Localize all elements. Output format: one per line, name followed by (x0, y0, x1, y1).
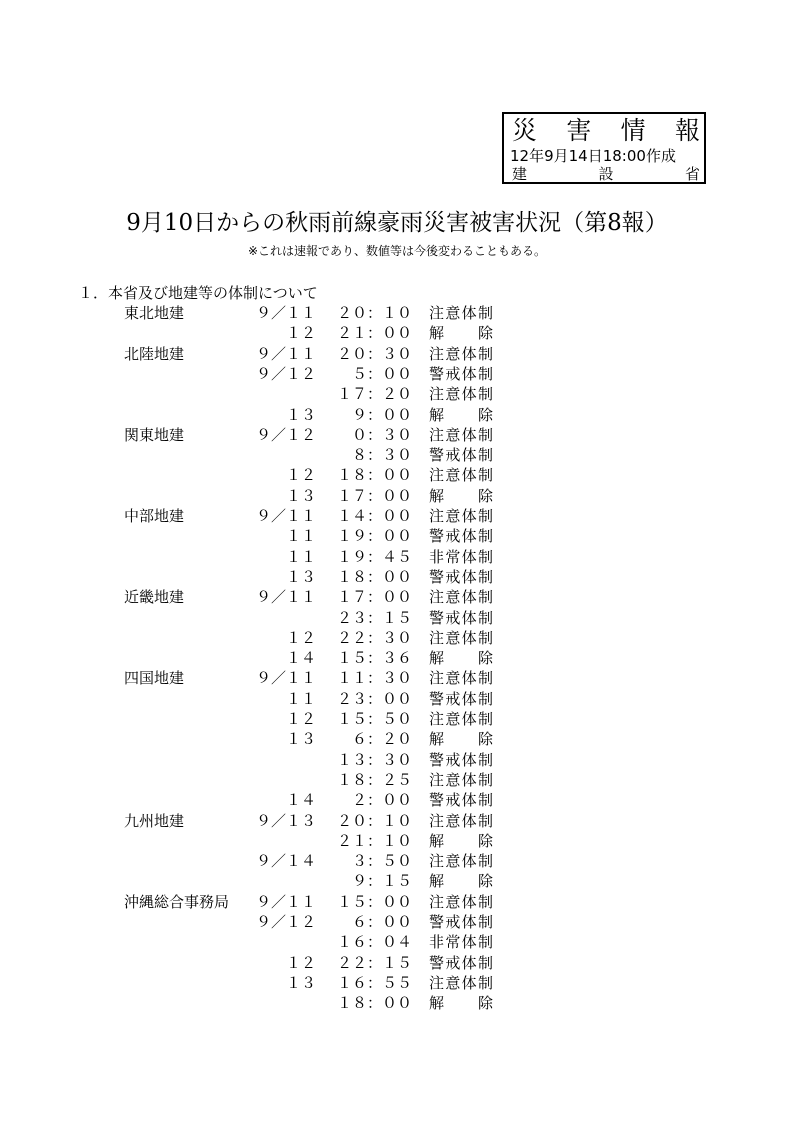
office-name: 関東地建 (124, 425, 185, 444)
row-status: 注意体制 (429, 669, 493, 688)
table-row (0, 892, 794, 912)
row-date: １４ (285, 791, 316, 810)
table-row (0, 973, 794, 993)
table-row (0, 506, 794, 526)
row-time: ５：００ (351, 364, 412, 383)
row-date: ９／１１ (256, 892, 317, 911)
row-status: 注意体制 (429, 466, 493, 485)
row-date: ９／１１ (256, 344, 317, 363)
row-status: 注意体制 (429, 588, 493, 607)
row-time: ２０：１０ (336, 304, 412, 322)
row-time: １６：０４ (336, 933, 412, 952)
table-row (0, 648, 794, 668)
row-status: 解除 (429, 831, 493, 850)
row-time: １７：００ (336, 588, 412, 607)
table-row (0, 871, 794, 891)
table-row (0, 547, 794, 567)
table-row (0, 587, 794, 607)
row-status: 解除 (429, 872, 493, 891)
table-row (0, 608, 794, 628)
row-status: 注意体制 (429, 892, 493, 911)
table-row (0, 425, 794, 445)
table-row (0, 668, 794, 688)
row-date: ９／１４ (256, 852, 317, 871)
row-status: 警戒体制 (429, 567, 493, 586)
row-date: ９／１１ (256, 507, 317, 525)
table-row (0, 628, 794, 648)
row-status: 解除 (429, 405, 493, 424)
office-name: 中部地建 (124, 507, 185, 525)
ministry-char: 建 (512, 165, 528, 183)
table-row (0, 689, 794, 709)
row-time: ２０：１０ (336, 811, 412, 830)
table-row (0, 526, 794, 546)
row-time: １７：２０ (336, 385, 412, 404)
row-date: ９／１１ (256, 588, 317, 607)
row-date: １３ (285, 730, 316, 749)
office-name: 東北地建 (124, 304, 185, 322)
office-name: 四国地建 (124, 669, 185, 688)
table-row (0, 790, 794, 810)
row-status: 注意体制 (429, 628, 493, 647)
row-time: ２２：３０ (336, 628, 412, 647)
disaster-info-box (502, 112, 706, 184)
row-time: １５：００ (336, 892, 412, 911)
row-status: 注意体制 (429, 344, 493, 363)
office-name: 近畿地建 (124, 588, 185, 607)
table-row (0, 811, 794, 831)
row-status: 非常体制 (429, 933, 493, 952)
table-row (0, 323, 794, 343)
row-time: １３：３０ (336, 750, 412, 769)
table-row (0, 750, 794, 770)
row-time: １９：４５ (336, 547, 412, 566)
row-time: ２：００ (351, 791, 412, 810)
row-time: ２３：１５ (336, 608, 412, 627)
row-status: 解除 (429, 486, 493, 505)
row-time: １８：００ (336, 994, 412, 1013)
row-status: 注意体制 (429, 852, 493, 871)
row-time: ２１：００ (336, 324, 412, 343)
row-date: ９／１１ (256, 669, 317, 688)
row-status: 警戒体制 (429, 608, 493, 627)
row-date: １２ (285, 466, 316, 485)
row-date: １２ (285, 324, 316, 343)
row-date: １２ (285, 628, 316, 647)
table-row (0, 851, 794, 871)
document-title: 9月10日からの秋雨前線豪雨災害被害状況（第8報） (126, 210, 668, 236)
row-time: ２１：１０ (336, 831, 412, 850)
row-status: 注意体制 (429, 770, 493, 789)
row-status: 警戒体制 (429, 953, 493, 972)
row-status: 注意体制 (429, 710, 493, 728)
row-date: ９／１２ (256, 425, 317, 444)
row-status: 注意体制 (429, 385, 493, 404)
row-time: １９：００ (336, 527, 412, 546)
row-status: 注意体制 (429, 811, 493, 830)
table-row (0, 465, 794, 485)
creation-date: 12年9月14日18:00作成 (510, 147, 676, 165)
row-status: 解除 (429, 324, 493, 343)
box-title-char: 災 (512, 116, 538, 145)
row-status: 警戒体制 (429, 791, 493, 810)
row-date: １２ (285, 953, 316, 972)
box-title-char: 報 (674, 116, 700, 145)
row-status: 警戒体制 (429, 527, 493, 546)
row-time: １５：３６ (336, 649, 412, 668)
row-status: 警戒体制 (429, 750, 493, 769)
row-date: ９／１３ (256, 811, 317, 830)
row-status: 警戒体制 (429, 364, 493, 383)
row-time: １６：５５ (336, 973, 412, 992)
row-time: ２３：００ (336, 689, 412, 708)
row-status: 非常体制 (429, 547, 493, 566)
table-row (0, 303, 794, 323)
section-heading: １．本省及び地建等の体制について (78, 284, 318, 302)
row-time: ６：２０ (351, 730, 412, 749)
row-date: １４ (285, 649, 316, 668)
table-row (0, 344, 794, 364)
box-title-char: 害 (566, 116, 592, 145)
ministry-char: 設 (598, 165, 614, 183)
row-date: １３ (285, 405, 316, 424)
issuing-ministry (512, 165, 700, 183)
box-title (512, 116, 700, 146)
table-row (0, 486, 794, 506)
ministry-char: 省 (684, 165, 700, 183)
row-status: 解除 (429, 994, 493, 1013)
row-date: １１ (285, 547, 316, 566)
table-row (0, 709, 794, 729)
row-time: ６：００ (351, 913, 412, 931)
row-time: ９：００ (351, 405, 412, 424)
row-time: １８：００ (336, 466, 412, 485)
row-status: 注意体制 (429, 507, 493, 525)
row-date: １３ (285, 486, 316, 505)
row-status: 注意体制 (429, 304, 493, 322)
row-status: 警戒体制 (429, 913, 493, 931)
row-date: ９／１２ (256, 364, 317, 383)
row-time: １７：００ (336, 486, 412, 505)
table-row (0, 405, 794, 425)
table-row (0, 932, 794, 952)
table-row (0, 364, 794, 384)
table-row (0, 912, 794, 932)
row-time: １４：００ (336, 507, 412, 525)
row-time: ８：３０ (351, 446, 412, 465)
row-time: １８：００ (336, 567, 412, 586)
row-time: ０：３０ (351, 425, 412, 444)
row-time: ３：５０ (351, 852, 412, 871)
row-time: １１：３０ (336, 669, 412, 688)
row-time: ２２：１５ (336, 953, 412, 972)
office-name: 沖縄総合事務局 (124, 892, 230, 911)
row-date: １３ (285, 973, 316, 992)
row-status: 警戒体制 (429, 689, 493, 708)
box-title-char: 情 (620, 116, 646, 145)
row-date: １１ (285, 689, 316, 708)
table-row (0, 831, 794, 851)
table-row (0, 445, 794, 465)
row-date: １２ (285, 710, 316, 728)
table-row (0, 993, 794, 1013)
row-time: １８：２５ (336, 770, 412, 789)
office-name: 九州地建 (124, 811, 185, 830)
disclaimer-note: ※これは速報であり、数値等は今後変わることもある。 (247, 244, 547, 258)
row-date: １３ (285, 567, 316, 586)
row-status: 警戒体制 (429, 446, 493, 465)
row-date: ９／１１ (256, 304, 317, 322)
row-date: ９／１２ (256, 913, 317, 931)
table-row (0, 953, 794, 973)
row-time: １５：５０ (336, 710, 412, 728)
row-date: １１ (285, 527, 316, 546)
table-row (0, 384, 794, 404)
table-row (0, 770, 794, 790)
row-time: ９：１５ (351, 872, 412, 891)
row-status: 解除 (429, 730, 493, 749)
row-time: ２０：３０ (336, 344, 412, 363)
row-status: 注意体制 (429, 425, 493, 444)
table-row (0, 729, 794, 749)
row-status: 解除 (429, 649, 493, 668)
row-status: 注意体制 (429, 973, 493, 992)
office-name: 北陸地建 (124, 344, 185, 363)
table-row (0, 567, 794, 587)
